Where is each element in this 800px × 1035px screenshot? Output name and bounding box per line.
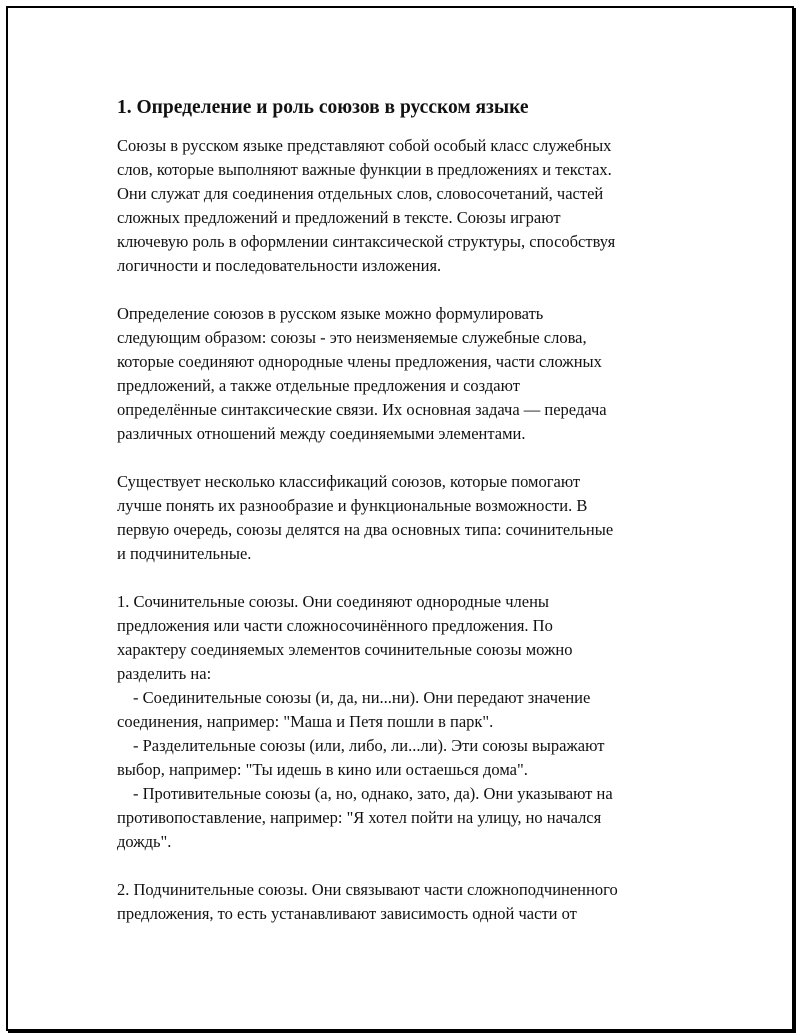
text-line: ключевую роль в оформлении синтаксической структуры, способствуя [117,232,616,251]
text-line: 1. Сочинительные союзы. Они соединяют однородные члены [117,592,550,611]
text-line: Определение союзов в русском языке можно формулировать [117,304,544,323]
text-line: слов, которые выполняют важные функции в предложениях и текстах. [117,160,612,179]
text-line: первую очередь, союзы делятся на два основных типа: сочинительные [117,520,614,539]
section-heading: 1. Определение и роль союзов в русском языке [117,97,529,118]
paragraph-classification [117,470,707,566]
list-item-connective: - Соединительные союзы (и, да, ни...ни). Они передают значение [133,688,591,707]
paragraph-coordinating [117,590,707,854]
text-line: лучше понять их разнообразие и функциональные возможности. В [117,496,588,515]
text-line: различных отношений между соединяемыми элементами. [117,424,526,443]
text-line: и подчинительные. [117,544,252,563]
text-line: предложения, то есть устанавливают зависимость одной части от [117,904,577,923]
paragraph-subordinating [117,878,707,926]
text-line: следующим образом: союзы - это неизменяемые служебные слова, [117,328,587,347]
text-line: противопоставление, например: "Я хотел пойти на улицу, но начался [117,808,602,827]
paragraph-intro [117,134,707,278]
text-line: разделить на: [117,664,212,683]
text-line: дождь". [117,832,172,851]
text-line: 2. Подчинительные союзы. Они связывают части сложноподчиненного [117,880,618,899]
text-line: предложения или части сложносочинённого предложения. По [117,616,553,635]
text-line: соединения, например: "Маша и Петя пошли в парк". [117,712,494,731]
list-item-disjunctive: - Разделительные союзы (или, либо, ли...ли). Эти союзы выражают [133,736,605,755]
paragraph-definition [117,302,707,446]
text-line: логичности и последовательности изложения. [117,256,442,275]
text-line: Союзы в русском языке представляют собой особый класс служебных [117,136,612,155]
text-line: предложений, а также отдельные предложения и создают [117,376,520,395]
text-line: Они служат для соединения отдельных слов, словосочетаний, частей [117,184,604,203]
text-line: определённые синтаксические связи. Их основная задача — передача [117,400,607,419]
text-line: Существует несколько классификаций союзов, которые помогают [117,472,581,491]
text-line: характеру соединяемых элементов сочинительные союзы можно [117,640,573,659]
text-line: которые соединяют однородные члены предложения, части сложных [117,352,602,371]
list-item-adversative: - Противительные союзы (а, но, однако, зато, да). Они указывают на [133,784,613,803]
text-line: сложных предложений и предложений в тексте. Союзы играют [117,208,561,227]
document-body [117,96,707,950]
text-line: выбор, например: "Ты идешь в кино или остаешься дома". [117,760,528,779]
